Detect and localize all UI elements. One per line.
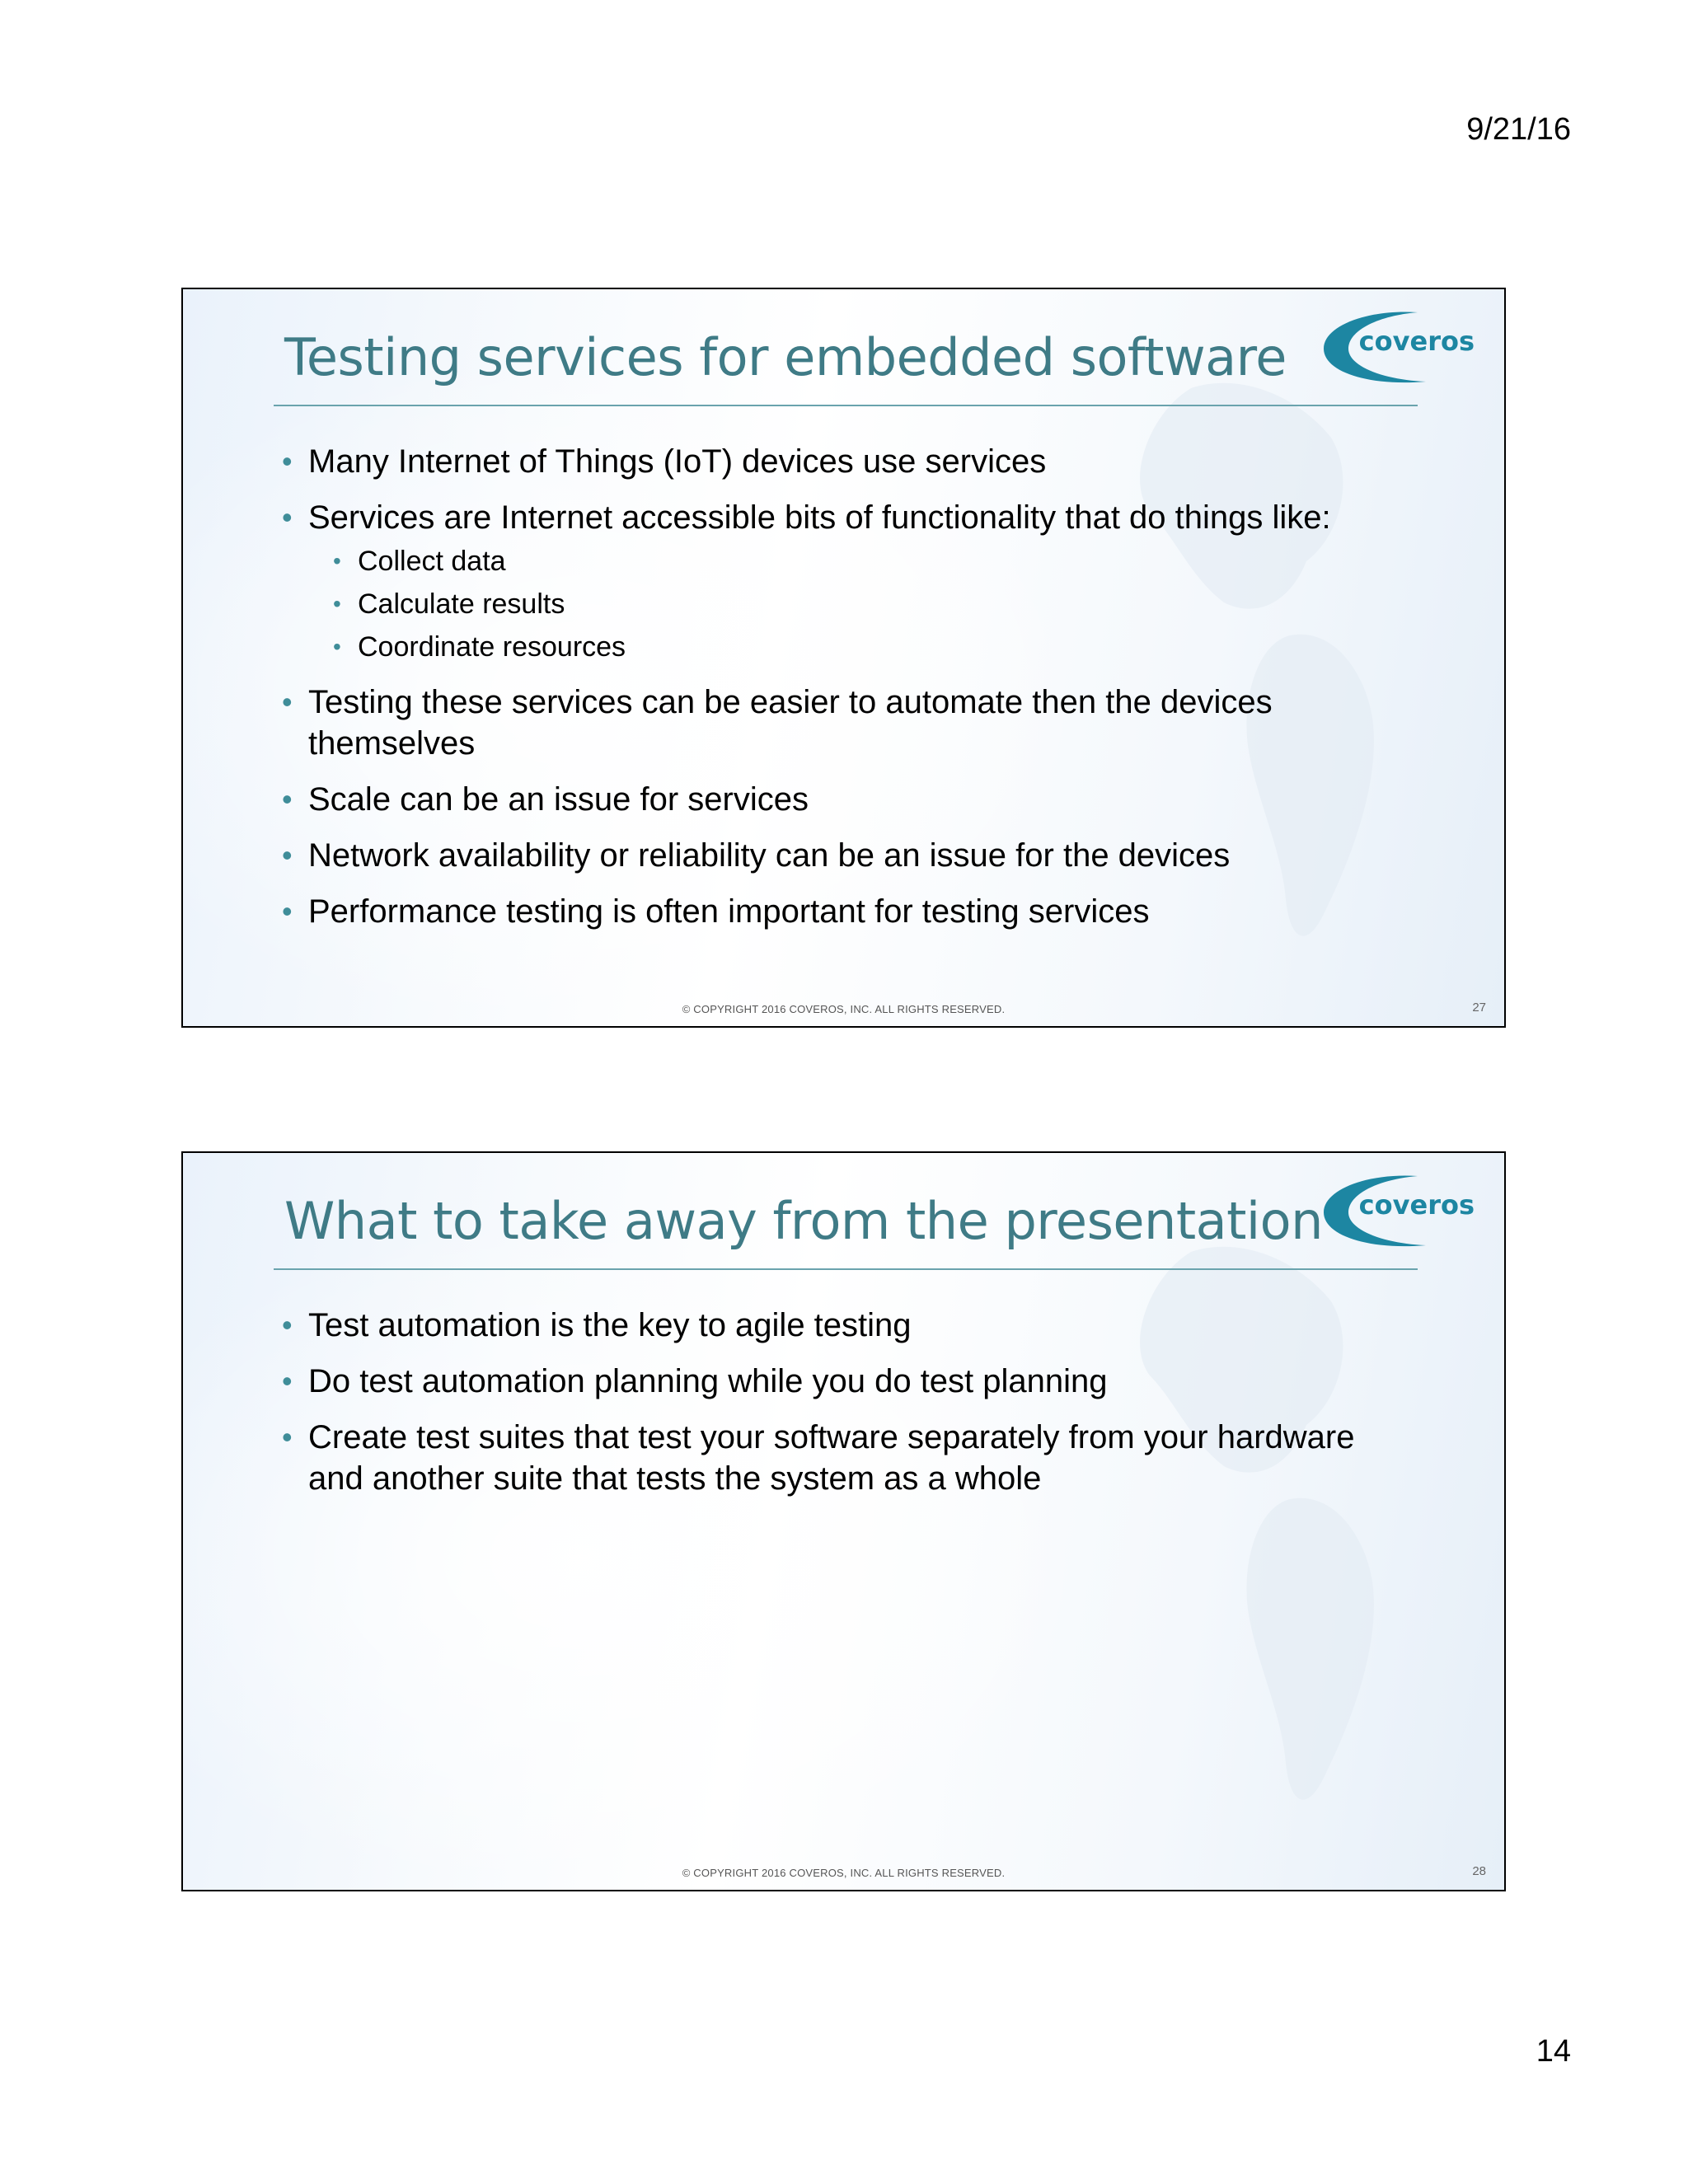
bullet-list <box>282 1305 1386 1514</box>
coveros-logo-text: coveros <box>1358 326 1475 357</box>
slide-number: 27 <box>1472 1001 1486 1015</box>
bullet-item: • Do test automation planning while you do test planning <box>282 1361 1386 1402</box>
page-number: 14 <box>1536 2034 1571 2069</box>
title-divider <box>274 1268 1418 1270</box>
slide-copyright: © COPYRIGHT 2016 COVEROS, INC. ALL RIGHTS RESERVED. <box>682 1867 1006 1879</box>
bullet-item: • Network availability or reliability can be an issue for the devices <box>282 835 1386 876</box>
slide-27 <box>181 288 1506 1028</box>
bullet-item: • Many Internet of Things (IoT) devices use services <box>282 441 1386 482</box>
world-map-watermark <box>762 1153 1504 1891</box>
slide-title: Testing services for embedded software <box>284 327 1287 387</box>
bullet-item: • Test automation is the key to agile testing <box>282 1305 1386 1346</box>
slide-copyright: © COPYRIGHT 2016 COVEROS, INC. ALL RIGHTS RESERVED. <box>682 1003 1006 1015</box>
bullet-item: • Testing these services can be easier to automate then the devices themselves <box>282 682 1386 764</box>
slide-28 <box>181 1151 1506 1891</box>
bullet-item: • Create test suites that test your software separately from your hardware and another suite that tests the system as a whole <box>282 1417 1386 1499</box>
sub-bullet-item: • Calculate results <box>282 586 1386 622</box>
page-date: 9/21/16 <box>1466 112 1571 147</box>
sub-bullet-item: • Coordinate resources <box>282 629 1386 665</box>
coveros-logo-text: coveros <box>1358 1189 1475 1221</box>
title-divider <box>274 405 1418 406</box>
bullet-item: • Performance testing is often important for testing services <box>282 891 1386 932</box>
bullet-list <box>282 441 1386 947</box>
slide-number: 28 <box>1472 1864 1486 1878</box>
sub-bullet-item: • Collect data <box>282 543 1386 579</box>
bullet-item: • Scale can be an issue for services <box>282 779 1386 820</box>
bullet-item: • Services are Internet accessible bits of functionality that do things like: <box>282 497 1386 538</box>
slide-title: What to take away from the presentation <box>284 1191 1323 1251</box>
